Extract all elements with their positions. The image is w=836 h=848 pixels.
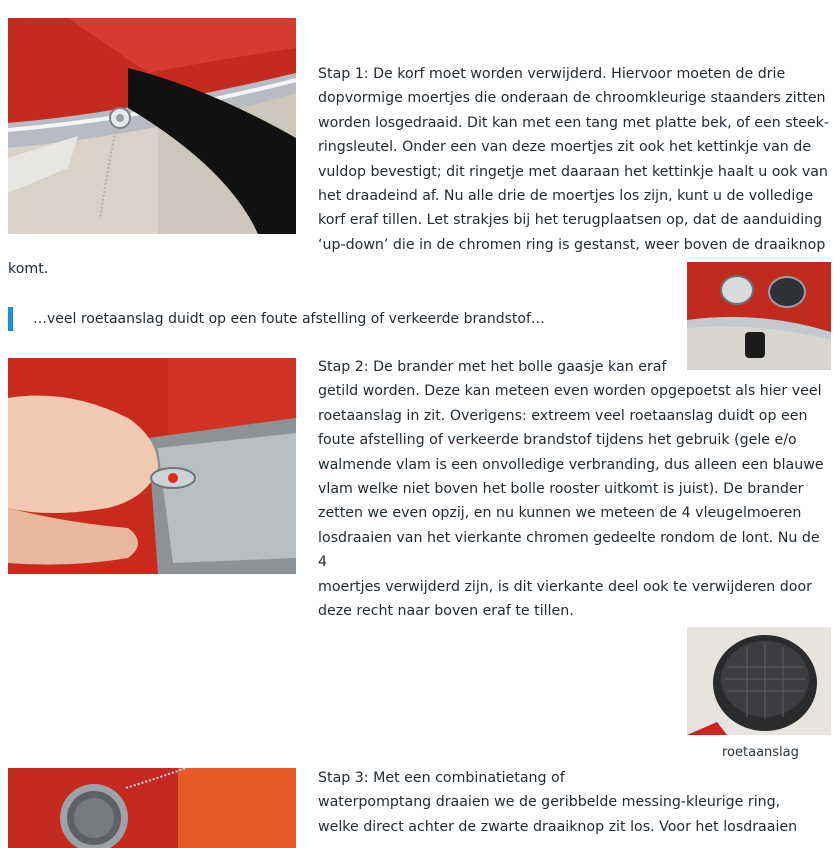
- text-line: deze recht naar boven eraf te tillen.: [318, 603, 574, 620]
- text-line: losdraaien van het vierkante chromen gedeelte rondom de lont. Nu de 4: [318, 529, 820, 571]
- text-line: worden losgedraaid. Dit kan met een tang met platte bek, of een steek-: [318, 114, 829, 131]
- step1-tail: komt.: [8, 261, 49, 277]
- image-caption: roetaanslag: [722, 745, 799, 760]
- text-line: vuldop bevestigt; dit ringetje met daaraan het kettinkje haalt u ook van: [318, 163, 828, 180]
- photo-lamp-top-gauge: [687, 262, 831, 370]
- step2-paragraph: [318, 355, 830, 623]
- pull-quote: …veel roetaanslag duidt op een foute afstelling of verkeerde brandstof…: [8, 307, 545, 331]
- text-line: Stap 2: De brander met het bolle gaasje kan eraf: [318, 359, 667, 375]
- text-line: moertjes verwijderd zijn, is dit vierkante deel ook te verwijderen door: [318, 578, 812, 595]
- text-line: waterpomptang draaien we de geribbelde messing-kleurige ring,: [318, 794, 781, 811]
- text-line: het draadeind af. Nu alle drie de moertjes los zijn, kunt u de volledige: [318, 188, 814, 205]
- text-line: ‘up-down’ die in de chromen ring is gestanst, weer boven de draaiknop: [318, 236, 826, 253]
- photo-burner-mesh-soot: [687, 627, 831, 735]
- text-line: roetaanslag in zit. Overigens: extreem veel roetaanslag duidt op een: [318, 407, 808, 424]
- text-line: ringsleutel. Onder een van deze moertjes zit ook het kettinkje van de: [318, 139, 812, 156]
- text-line: vlam welke niet boven het bolle rooster uitkomt is juist). De brander: [318, 481, 804, 498]
- step1-paragraph: [318, 62, 830, 257]
- photo-chrome-ring-nut: [8, 18, 296, 234]
- text-line: Stap 1: De korf moet worden verwijderd. Hiervoor moeten de drie: [318, 66, 786, 82]
- photo-wing-nut-fingers: [8, 358, 296, 574]
- photo-fuel-cap: [8, 768, 296, 848]
- step3-paragraph: [318, 766, 830, 839]
- text-line: zetten we even opzij, en nu kunnen we meteen de 4 vleugelmoeren: [318, 505, 802, 522]
- text-line: Stap 3: Met een combinatietang of: [318, 770, 565, 786]
- text-line: dopvormige moertjes die onderaan de chroomkleurige staanders zitten: [318, 90, 826, 107]
- text-line: getild worden. Deze kan meteen even worden opgepoetst als hier veel: [318, 383, 822, 400]
- text-line: walmende vlam is een onvolledige verbranding, dus alleen een blauwe: [318, 456, 824, 473]
- text-line: foute afstelling of verkeerde brandstof tijdens het gebruik (gele e/o: [318, 432, 797, 449]
- text-line: welke direct achter de zwarte draaiknop zit los. Voor het losdraaien: [318, 818, 798, 835]
- text-line: korf eraf tillen. Let strakjes bij het terugplaatsen op, dat de aanduiding: [318, 212, 823, 229]
